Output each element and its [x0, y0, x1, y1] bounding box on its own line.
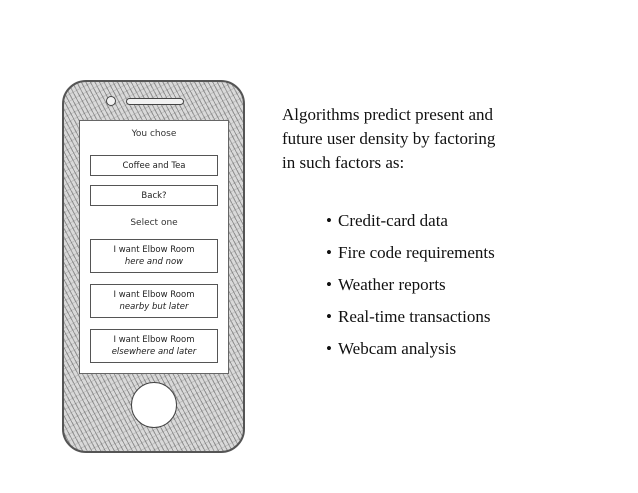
you-chose-heading: You chose: [131, 129, 177, 139]
back-button[interactable]: [90, 185, 218, 206]
phone-screen: [79, 120, 229, 374]
speaker-grille: [126, 98, 184, 105]
option-here-and-now-button[interactable]: [90, 239, 218, 273]
list-item: [326, 205, 495, 237]
bullet-icon: •: [326, 211, 332, 230]
coffee-and-tea-button[interactable]: [90, 155, 218, 176]
list-item: [326, 269, 495, 301]
option-nearby-but-later-button[interactable]: [90, 284, 218, 318]
list-item: [326, 333, 495, 365]
coffee-and-tea-label: Coffee and Tea: [122, 160, 186, 171]
list-item-label: Weather reports: [338, 275, 446, 294]
bullet-icon: •: [326, 339, 332, 358]
select-one-heading: Select one: [130, 218, 178, 228]
home-button[interactable]: [131, 382, 177, 428]
list-item: [326, 237, 495, 269]
list-item-label: Fire code requirements: [338, 243, 495, 262]
factor-list: [326, 205, 495, 365]
intro-line: Algorithms predict present and: [282, 105, 494, 124]
option-subtitle: here and now: [124, 257, 184, 267]
list-item-label: Webcam analysis: [338, 339, 457, 358]
option-title: I want Elbow Room: [113, 290, 195, 300]
intro-line: in such factors as:: [282, 153, 405, 172]
phone-mockup: [62, 80, 245, 453]
bullet-icon: •: [326, 307, 332, 326]
option-elsewhere-and-later-button[interactable]: [90, 329, 218, 363]
option-title: I want Elbow Room: [113, 245, 195, 255]
camera-icon: [106, 96, 116, 106]
list-item-label: Credit-card data: [338, 211, 448, 230]
option-subtitle: nearby but later: [119, 302, 189, 312]
back-label: Back?: [141, 190, 167, 201]
bullet-icon: •: [326, 243, 332, 262]
option-title: I want Elbow Room: [113, 335, 195, 345]
intro-line: future user density by factoring: [282, 129, 496, 148]
intro-paragraph: [282, 103, 582, 175]
list-item: [326, 301, 495, 333]
option-subtitle: elsewhere and later: [111, 347, 197, 357]
bullet-icon: •: [326, 275, 332, 294]
list-item-label: Real-time transactions: [338, 307, 491, 326]
